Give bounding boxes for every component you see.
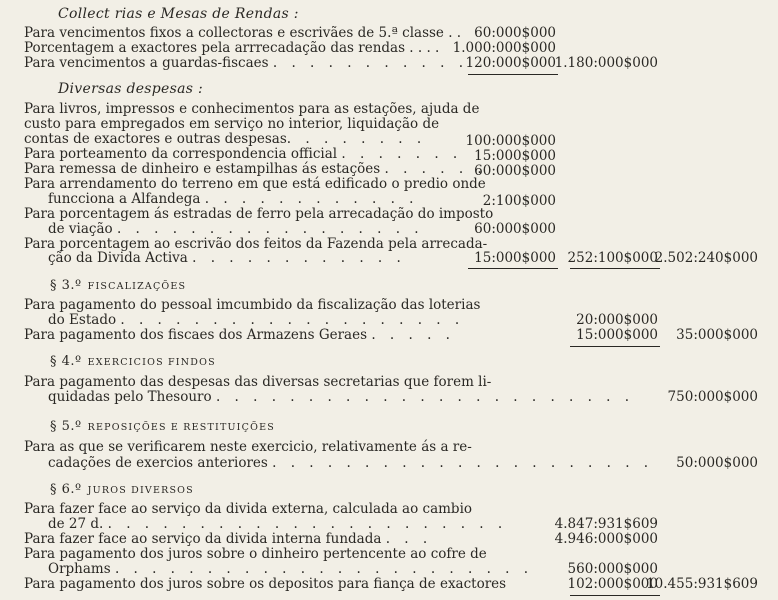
section-number: § 5.º (50, 419, 82, 434)
section-heading: Diversas despesas : (58, 81, 204, 97)
amount-col1: 100:000$000 (465, 133, 556, 149)
text-line (24, 327, 455, 343)
text-line (48, 561, 533, 577)
amount-col1: 60:000$000 (474, 163, 556, 179)
text-line (48, 312, 464, 328)
text-line-label: funcciona a Alfandega (48, 191, 201, 207)
text-line: Para porcentagem ás estradas de ferro pela arrecadação do imposto (24, 206, 494, 222)
leader-dots: . . . . . . . . . . . . (204, 191, 419, 207)
text-line: Para pagamento das despesas das diversas secretarias que forem li- (24, 374, 492, 390)
section-title (50, 419, 275, 434)
section-name: FISCALIZAÇÕES (87, 281, 187, 292)
amount-col2: 15:000$000 (576, 327, 658, 343)
amount-col1: 15:000$000 (474, 148, 556, 164)
text-line-label: Orphams (48, 561, 111, 577)
sum-rule (468, 74, 558, 75)
text-line (24, 146, 462, 162)
text-line: Para pagamento do pessoal imcumbido da fiscalização das loterias (24, 297, 481, 313)
text-line-label: do Estado (48, 312, 117, 328)
leader-dots: . . . . . . . . . . . . . . . . . (116, 221, 424, 237)
amount-col1: 1.000:000$000 (452, 40, 556, 56)
amount-col2: 1.180:000$000 (554, 55, 658, 71)
text-line: Para pagamento dos juros sobre o dinheiro pertencente ao cofre de (24, 546, 487, 562)
section-name: JUROS DIVERSOS (87, 485, 194, 496)
sum-rule (570, 346, 660, 347)
amount-col1: 120:000$000 (465, 55, 556, 71)
text-line: Porcentagem a exactores pela arrrecadação das rendas . . . . (24, 40, 440, 56)
amount-col3: 50:000$000 (676, 455, 758, 471)
section-heading: Collect rias e Mesas de Rendas : (58, 6, 299, 22)
section-name: REPOSIÇÕES E RESTITUIÇÕES (87, 422, 275, 433)
section-number: § 4.º (50, 354, 82, 369)
text-line-label: Para remessa de dinheiro e estampilhas ás estações (24, 161, 381, 177)
text-line: Para livros, impressos e conhecimentos para as estações, ajuda de (24, 101, 480, 117)
text-line: Para arrendamento do terreno em que está edificado o predio onde (24, 176, 486, 192)
text-line (48, 221, 424, 237)
amount-col1: 15:000$000 (474, 250, 556, 266)
text-line (24, 55, 468, 71)
text-line (48, 516, 507, 532)
text-line: Para as que se verificarem neste exercicio, relativamente ás a re- (24, 439, 472, 455)
leader-dots: . . . . . . . . . . . . . . . . . . . (120, 312, 465, 328)
sum-rule (468, 268, 558, 269)
leader-dots: . . . . . . . . . . . (272, 55, 469, 71)
text-line (24, 161, 487, 177)
text-line-label: Para fazer face ao serviço da divida interna fundada (24, 531, 382, 547)
text-line-label: de viação (48, 221, 113, 237)
leader-dots: . . . . . . . . (286, 131, 427, 147)
leader-dots: . . . . . . . . . . . . . . . . . . . . . (272, 455, 654, 471)
section-number: § 3.º (50, 278, 82, 293)
amount-col1: 2:100$000 (482, 193, 556, 209)
amount-col2: 20:000$000 (576, 312, 658, 328)
text-line: Para pagamento dos juros sobre os depositos para fiança de exactores (24, 576, 507, 592)
leader-dots: . . . . . (371, 327, 455, 343)
amount-col3: 2.502:240$000 (654, 250, 758, 266)
sum-rule (570, 268, 660, 269)
amount-col3: 10.455:931$609 (646, 576, 758, 592)
section-number: § 6.º (50, 482, 82, 497)
text-line-label: ção da Divida Activa (48, 250, 188, 266)
sum-rule (570, 595, 660, 596)
text-line: Para vencimentos fixos a collectoras e escrivães de 5.ª classe . . (24, 25, 462, 41)
section-title (50, 278, 186, 293)
amount-col1: 60:000$000 (474, 221, 556, 237)
text-line-label: Para porteamento da correspondencia official (24, 146, 338, 162)
leader-dots: . . . . . . (384, 161, 487, 177)
section-title (50, 354, 216, 369)
section-name: EXERCICIOS FINDOS (87, 357, 216, 368)
text-line (48, 250, 406, 266)
amount-col1: 60:000$000 (474, 25, 556, 41)
amount-col2: 252:100$000 (567, 250, 658, 266)
text-line: custo para empregados em serviço no interior, liquidação de (24, 116, 440, 132)
leader-dots: . . . . . . . . . . . . . . . . . . . . . . . (215, 389, 635, 405)
leader-dots: . . . (385, 531, 433, 547)
amount-col2: 560:000$000 (567, 561, 658, 577)
section-title (50, 482, 194, 497)
text-line (48, 191, 418, 207)
leader-dots: . . . . . . . (341, 146, 463, 162)
text-line (24, 531, 432, 547)
text-line (24, 131, 426, 147)
text-line (48, 389, 634, 405)
text-line: Para porcentagem ao escrivão dos feitos da Fazenda pela arrecada- (24, 236, 488, 252)
amount-col2: 4.847:931$609 (554, 516, 658, 532)
text-line (48, 455, 653, 471)
text-line-label: cadações de exercios anteriores (48, 455, 268, 471)
text-line-label: quidadas pelo Thesouro (48, 389, 212, 405)
amount-col2: 102:000$000 (567, 576, 658, 592)
amount-col3: 750:000$000 (667, 389, 758, 405)
leader-dots: . . . . . . . . . . . . . . . . . . . . . . . (114, 561, 534, 577)
leader-dots: . . . . . . . . . . . . (192, 250, 406, 266)
amount-col3: 35:000$000 (676, 327, 758, 343)
text-line-label: de 27 d. (48, 516, 104, 532)
text-line-label: Para vencimentos a guardas-fiscaes (24, 55, 269, 71)
text-line-label: Para pagamento dos fiscaes dos Armazens Geraes (24, 327, 368, 343)
text-line-label: contas de exactores e outras despesas (24, 131, 287, 147)
text-line: Para fazer face ao serviço da divida externa, calculada ao cambio (24, 501, 473, 517)
leader-dots: . . . . . . . . . . . . . . . . . . . . . . (107, 516, 508, 532)
amount-col2: 4.946:000$000 (554, 531, 658, 547)
